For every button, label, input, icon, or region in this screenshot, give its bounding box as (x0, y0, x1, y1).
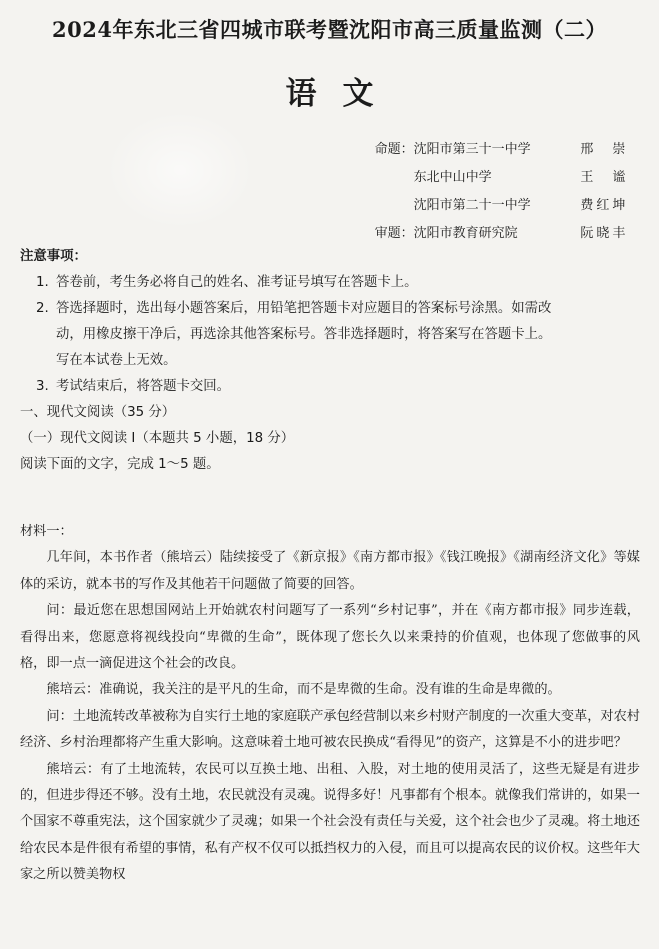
notice-item-number: 3. (36, 379, 49, 394)
notice-item-text: 考试结束后，将答题卡交回。 (56, 379, 231, 394)
notice-item-text: 动，用橡皮擦干净后，再选涂其他答案标号。答非选择题时，将答案写在答题卡上。 (56, 327, 552, 342)
notice-item (20, 374, 640, 400)
credit-org: 东北中山中学 (413, 169, 492, 185)
notice-section (20, 244, 640, 478)
credit-name: 邢 崇 (580, 141, 629, 157)
credits-block (360, 133, 640, 245)
credit-org: 沈阳市教育研究院 (413, 225, 518, 241)
exam-title: 2024年东北三省四城市联考暨沈阳市高三质量监测（二） (52, 17, 607, 42)
notice-item-text: 答选择题时，选出每小题答案后，用铅笔把答题卡对应题目的答案标号涂黑。如需改 (56, 301, 552, 316)
notice-item (20, 270, 640, 296)
subsection-heading: （一）现代文阅读 I（本题共 5 小题，18 分） (20, 431, 295, 446)
notice-item-number: 1. (36, 275, 49, 290)
credit-name: 王 谧 (580, 169, 629, 185)
credit-name: 阮晓丰 (580, 225, 629, 241)
reading-material (20, 519, 640, 889)
credit-role: 审题： (374, 225, 414, 241)
notice-item-text: 写在本试卷上无效。 (56, 353, 177, 368)
scan-smudge (105, 110, 255, 230)
subject-title: 语文 (285, 76, 400, 112)
notice-item-number: 2. (36, 301, 49, 316)
body-paragraph: 问：最近您在思想国网站上开始就农村问题写了一系列“乡村记事”，并在《南方都市报》同步连载，看得出来，您愿意将视线投向“卑微的生命”，既体现了您长久以来秉持的价值观，也体现了您做事的风格，即一点一滴促进这个社会的改良。 (20, 603, 640, 672)
credit-org: 沈阳市第二十一中学 (413, 197, 531, 213)
credit-org: 沈阳市第三十一中学 (413, 141, 531, 157)
credit-row (360, 161, 640, 189)
credit-row (360, 133, 640, 161)
section-heading: 一、现代文阅读（35 分） (20, 405, 176, 420)
credit-row (360, 217, 640, 245)
notice-item (20, 296, 640, 322)
credit-role: 命题： (374, 141, 414, 157)
notice-heading: 注意事项： (20, 249, 87, 264)
notice-item-text: 答卷前，考生务必将自己的姓名、准考证号填写在答题卡上。 (56, 275, 418, 290)
body-paragraph: 熊培云：准确说，我关注的是平凡的生命，而不是卑微的生命。没有谁的生命是卑微的。 (46, 682, 561, 698)
credit-row (360, 189, 640, 217)
credit-name: 费红坤 (580, 197, 629, 213)
body-paragraph: 几年间，本书作者（熊培云）陆续接受了《新京报》《南方都市报》《钱江晚报》《湖南经济文化》等媒体的采访，就本书的写作及其他若干问题做了简要的回答。 (20, 550, 640, 592)
body-paragraph: 熊培云：有了土地流转，农民可以互换土地、出租、入股，对土地的使用灵活了，这些无疑是有进步的，但进步得还不够。没有土地，农民就没有灵魂。说得多好！凡事都有个根本。就像我们常讲的，如果一个国家不尊重宪法，这个国家就少了灵魂；如果一个社会没有责任与关爱，这个社会也少了灵魂。将土地还给农民本是件很有希望的事情，私有产权不仅可以抵挡权力的入侵，而且可以提高农民的议价权。这些年大家之所以赞美物权 (20, 761, 640, 883)
body-paragraph: 问：土地流转改革被称为自实行土地的家庭联产承包经营制以来乡村财产制度的一次重大变革，对农村经济、乡村治理都将产生重大影响。这意味着土地可被农民换成“看得见”的资产，这算是不小的进步吧？ (20, 708, 640, 751)
material-label: 材料一： (20, 524, 73, 539)
reading-instruction: 阅读下面的文字，完成 1～5 题。 (20, 457, 220, 472)
